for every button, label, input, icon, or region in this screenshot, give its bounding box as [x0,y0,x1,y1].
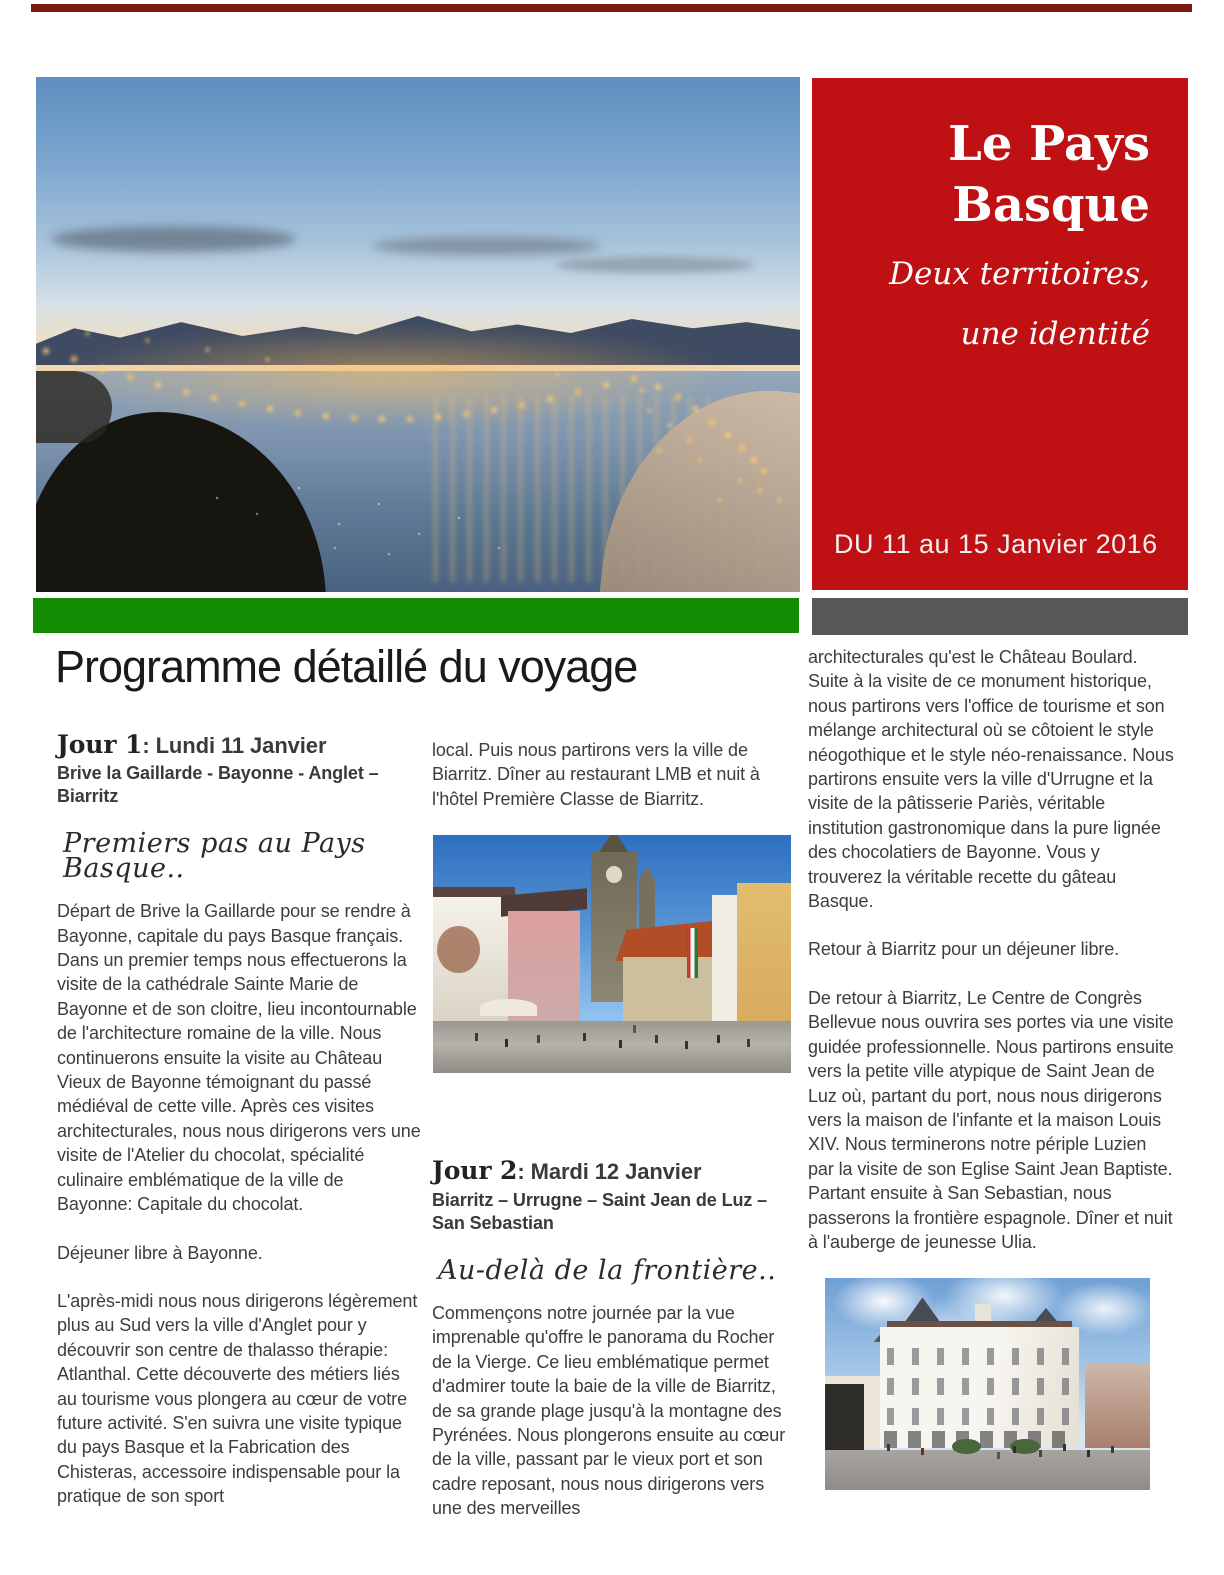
bay-left-shore [36,371,112,443]
chateau-right-buildings [1085,1363,1150,1448]
hanging-flag [687,928,698,978]
bay-cloud [372,237,601,256]
chateau-window-row [887,1378,1072,1395]
chateau-photo [825,1278,1150,1490]
chateau-window-row [887,1348,1072,1365]
day2-paragraph-3: Retour à Biarritz pour un déjeuner libre. [808,939,1120,960]
newsletter-title-line2: Basque [952,177,1150,233]
chateau-plaza [825,1450,1150,1490]
newsletter-subtitle-line2: une identité [960,316,1150,352]
square-yellow-building [737,883,791,1026]
day2-tagline: Au-delà de la frontière.. [438,1254,777,1286]
day1-paragraph-3: L'après-midi nous nous dirigerons légèrement plus au Sud vers la ville d'Anglet pour y découvrir son centre de thalasso thérapie: Atlanthal. Cette découverte des métiers liés au tourisme vous plongera au cœur de votre future activité. S'en suivra une visite typique du pays Basque et la Fabrication des Chisteras, accessoire indispensable pour la pratique de son sport [57,1290,418,1507]
green-divider-bar [33,598,799,633]
bay-boats [36,77,38,79]
column-2 [432,738,798,1521]
square-plaza [433,1021,791,1073]
pedestrians [433,835,436,843]
bay-photo [36,77,800,592]
newsletter-subtitle-line1: Deux territoires, [889,256,1150,292]
planter [1010,1439,1039,1454]
day2-route: Biarritz – Urrugne – Saint Jean de Luz – San Sebastian [432,1189,768,1233]
pedestrians [825,1278,828,1285]
day1-paragraph-1: Départ de Brive la Gaillarde pour se rendre à Bayonne, capitale du pays Basque français. Dans un premier temps nous effectuerons la visite de la cathédrale Sainte Marie de Bayonne et de son cloitre, lieu incontournable de l'architecture romaine de la ville. Nous continuerons ensuite la visite au Château Vieux de Bayonne témoignant du passé médiéval de cette ville. Après ces visites architecturales, nous nous dirigerons vers une visite de l'Atelier du chocolat, spécialité culinaire emblématique de la ville de Bayonne: Capitale du chocolat. [57,901,421,1215]
newsletter-title-line1: Le Pays [948,116,1150,172]
page-title: Programme détaillé du voyage [55,641,638,692]
day1-label: Jour 1 [57,730,143,759]
day1-header [57,730,423,759]
day1-route: Brive la Gaillarde - Bayonne - Anglet – Biarritz [57,763,379,807]
town-square-photo [433,835,791,1073]
date-banner: DU 11 au 15 Janvier 2016 [834,529,1158,559]
day2-label: Jour 2 [432,1156,518,1186]
day2-header [432,1156,798,1186]
day2-paragraph-4: De retour à Biarritz, Le Centre de Congrès Bellevue nous ouvrira ses portes via une visite guidée professionnelle. Nous partirons ensuite vers la petite ville atypique de Saint Jean de Luz où, partant du port, nous nous dirigerons vers la maison de l'infante et la maison Louis XIV. Nous terminerons notre périple Luzien par la visite de son Eglise Saint Jean Baptiste. Partant ensuite à San Sebastian, nous passerons la frontière espagnole. Dîner et nuit à l'auberge de jeunesse Ulia. [808,987,1174,1252]
day1-tagline: Premiers pas au Pays Basque.. [63,828,366,884]
church-clock [606,866,622,883]
day1-title: : Lundi 11 Janvier [142,733,327,758]
masthead-panel [812,78,1188,590]
town-hall [623,957,727,1026]
autumn-tree [437,926,480,974]
day2-paragraph-1: Commençons notre journée par la vue imprenable qu'offre le panorama du Rocher de la Vierge. Ce lieu emblématique permet d'admirer toute la baie de la ville de Biarritz, de sa grande plage jusqu'à la montagne des Pyrénées. Nous plongerons ensuite au cœur de la ville, passant par le vieux port et son cadre reposant, nous nous dirigerons vers une des merveilles [432,1303,786,1519]
top-accent-rule [31,4,1192,12]
cafe-umbrella [480,999,537,1016]
newsletter-subtitle [889,244,1150,364]
bay-cloud [556,257,755,272]
chateau-window-row [887,1408,1072,1425]
column-1 [57,730,423,1509]
bay-cloud [51,226,295,252]
day2-paragraph-2: architecturales qu'est le Château Boulard. Suite à la visite de ce monument historique, nous partirons vers l'office de tourisme et son mélange architectural où se côtoient le style néogothique et le style néo-renaissance. Nous partirons ensuite vers la ville d'Urrugne et la visite de la pâtisserie Pariès, véritable institution gastronomique dans la pure lignée des chocolatiers de Bayonne. Vous y trouverez la véritable recette du gâteau Basque. [808,647,1174,912]
day2-title: : Mardi 12 Janvier [517,1159,702,1185]
column-3 [808,645,1174,1490]
day1-paragraph-2: Déjeuner libre à Bayonne. [57,1242,263,1263]
gray-divider-bar [812,598,1188,635]
day1-paragraph-4: local. Puis nous partirons vers la ville de Biarritz. Dîner au restaurant LMB et nuit à l'hôtel Première Classe de Biarritz. [432,740,760,809]
newsletter-title [948,114,1150,236]
